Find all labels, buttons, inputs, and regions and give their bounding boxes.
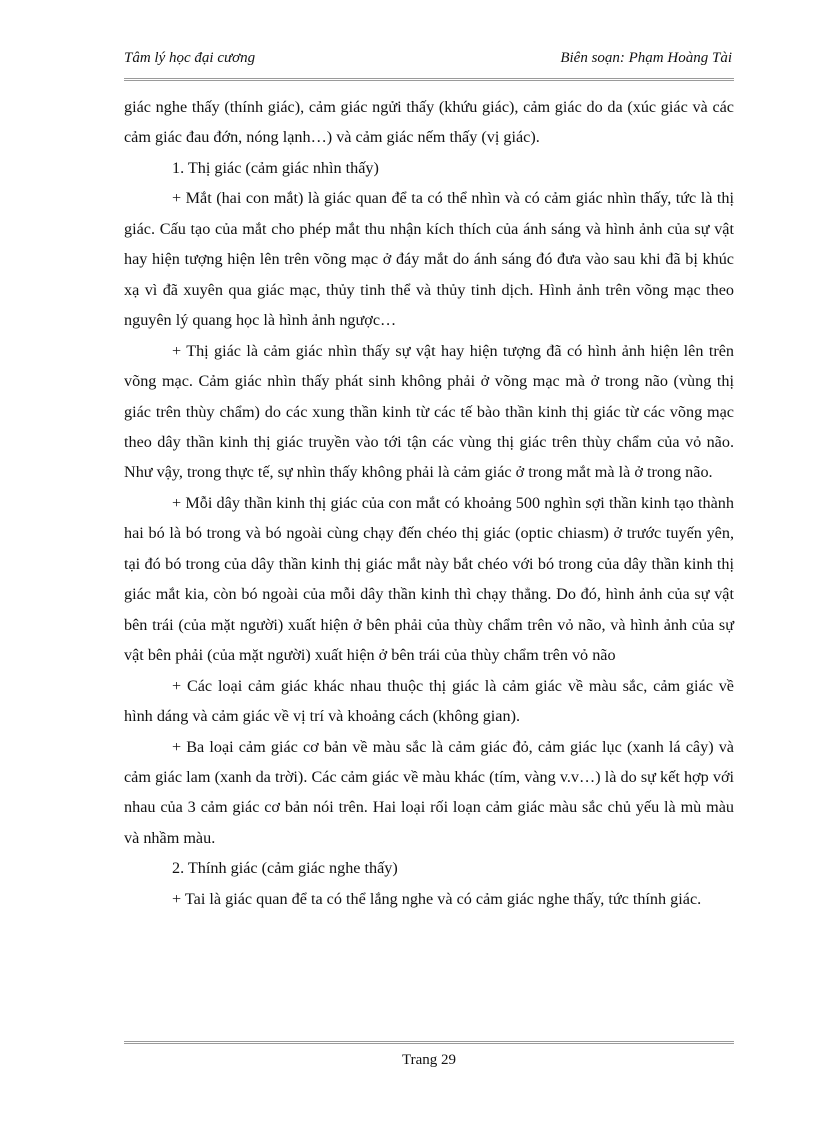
paragraph-vision-brain: + Thị giác là cảm giác nhìn thấy sự vật hay hiện tượng đã có hình ảnh hiện lên trên võng mạc. Cảm giác nhìn thấy phát sinh không phải ở võng mạc mà ở trong não (vùng thị giác trên thùy chẩm) do các xung thần kinh từ các tế bào thần kinh thị giác từ các võng mạc theo dây thần kinh thị giác truyền vào tới tận các vùng thị giác trên thùy chẩm của vỏ não. Như vậy, trong thực tế, sự nhìn thấy không phải là cảm giác ở trong mắt mà là ở trong não.	[124, 341, 734, 482]
paragraph-eye-structure: + Mắt (hai con mắt) là giác quan để ta có thể nhìn và có cảm giác nhìn thấy, tức là thị giác. Cấu tạo của mắt cho phép mắt thu nhận kích thích của ánh sáng và hình ảnh của sự vật hay hiện tượng hiện lên trên võng mạc ở đáy mắt do ánh sáng đó đưa vào sau khi đã bị khúc xạ vì đã xuyên qua giác mạc, thủy tinh thể và thủy tinh dịch. Hình ảnh trên võng mạc theo nguyên lý quang học là hình ảnh ngược…	[124, 189, 734, 330]
header-rule	[124, 78, 734, 81]
section-heading-hearing: 2. Thính giác (cảm giác nghe thấy)	[172, 859, 398, 878]
paragraph-continuation: giác nghe thấy (thính giác), cảm giác ngửi thấy (khứu giác), cảm giác do da (xúc giác và các cảm giác đau đớn, nóng lạnh…) và cảm giác nếm thấy (vị giác).	[124, 98, 734, 147]
header-author: Biên soạn: Phạm Hoàng Tài	[560, 50, 732, 66]
header-book-title: Tâm lý học đại cương	[124, 50, 256, 66]
page-header	[124, 50, 734, 74]
paragraph-ear: + Tai là giác quan để ta có thể lắng nghe và có cảm giác nghe thấy, tức thính giác.	[172, 889, 702, 908]
footer-rule	[124, 1041, 734, 1044]
page-number: Trang 29	[401, 1052, 457, 1068]
paragraph-color-sensation: + Ba loại cảm giác cơ bản về màu sắc là cảm giác đỏ, cảm giác lục (xanh lá cây) và cảm giác lam (xanh da trời). Các cảm giác về màu khác (tím, vàng v.v…) là do sự kết hợp với nhau của 3 cảm giác cơ bản nói trên. Hai loại rối loạn cảm giác màu sắc chủ yếu là mù màu và nhầm màu.	[124, 737, 734, 847]
page-body	[124, 92, 734, 914]
paragraph-visual-types: + Các loại cảm giác khác nhau thuộc thị giác là cảm giác về màu sắc, cảm giác về hình dáng và cảm giác về vị trí và khoảng cách (không gian).	[124, 676, 734, 726]
section-heading-visual: 1. Thị giác (cảm giác nhìn thấy)	[172, 158, 379, 177]
paragraph-optic-nerve: + Mỗi dây thần kinh thị giác của con mắt có khoảng 500 nghìn sợi thần kinh tạo thành hai bó là bó trong và bó ngoài cùng chạy đến chéo thị giác (optic chiasm) ở trước tuyến yên, tại đó bó trong của dây thần kinh thị giác mắt này bắt chéo với bó trong của dây thần kinh thị giác mắt kia, còn bó ngoài của mỗi dây thần kinh thì chạy thẳng. Do đó, hình ảnh của sự vật bên trái (của mặt người) xuất hiện ở bên phải của thùy chẩm trên vỏ não, và hình ảnh của sự vật bên phải (của mặt người) xuất hiện ở bên trái của thùy chẩm trên vỏ não	[124, 493, 734, 665]
